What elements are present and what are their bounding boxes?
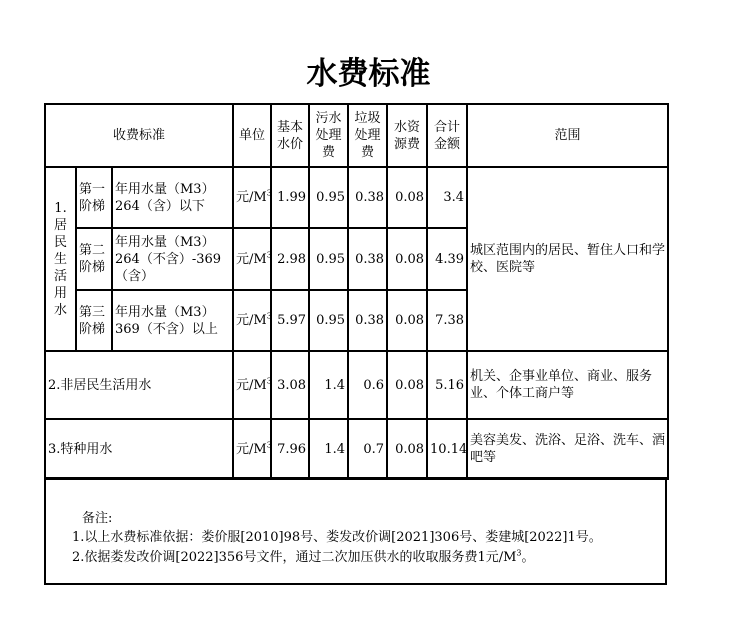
total-amount: 7.38 <box>427 290 467 351</box>
base-price: 7.96 <box>271 419 309 479</box>
table-row <box>45 167 668 228</box>
tier-desc: 年用水量（M3）264（含）以下 <box>112 167 233 228</box>
resident-scope: 城区范围内的居民、暂住人口和学校、医院等 <box>467 167 668 351</box>
garbage-fee: 0.38 <box>348 228 387 290</box>
notes-box <box>44 477 667 585</box>
garbage-fee: 0.38 <box>348 290 387 351</box>
unit-cell: 元$/M^3$ <box>233 419 271 479</box>
tier-name: 第一阶梯 <box>76 167 112 228</box>
header-row <box>45 104 668 167</box>
page-title: 水费标准 <box>306 56 431 92</box>
note-line-2: 2.依据娄发改价调[2022]356号文件，通过二次加压供水的收取服务费1元$/M^3$。 <box>72 548 535 565</box>
sewage-fee: 0.95 <box>309 228 348 290</box>
total-amount: 3.4 <box>427 167 467 228</box>
unit-cell: 元$/M^3$ <box>233 290 271 351</box>
non-resident-scope: 机关、企事业单位、商业、服务业、个体工商户等 <box>467 351 668 419</box>
tier-name: 第二阶梯 <box>76 228 112 290</box>
garbage-fee: 0.6 <box>348 351 387 419</box>
resource-fee: 0.08 <box>387 351 427 419</box>
header-base-price: 基本水价 <box>271 104 309 167</box>
garbage-fee: 0.7 <box>348 419 387 479</box>
non-resident-label: 2.非居民生活用水 <box>45 351 233 419</box>
table-row <box>45 419 668 479</box>
sewage-fee: 1.4 <box>309 419 348 479</box>
tier-name: 第三阶梯 <box>76 290 112 351</box>
header-sewage-fee: 污水处理费 <box>309 104 348 167</box>
sewage-fee: 0.95 <box>309 290 348 351</box>
total-amount: 5.16 <box>427 351 467 419</box>
header-garbage-fee: 垃圾处理费 <box>348 104 387 167</box>
header-scope: 范围 <box>467 104 668 167</box>
base-price: 3.08 <box>271 351 309 419</box>
resident-label: 1.居民生活用水 <box>45 167 76 351</box>
note-line-1: 1.以上水费标准依据：娄价服[2010]98号、娄发改价调[2021]306号、娄建城[2022]1号。 <box>72 530 602 545</box>
sewage-fee: 0.95 <box>309 167 348 228</box>
special-scope: 美容美发、洗浴、足浴、洗车、酒吧等 <box>467 419 668 479</box>
tier-desc: 年用水量（M3）264（不含）-369（含） <box>112 228 233 290</box>
sewage-fee: 1.4 <box>309 351 348 419</box>
base-price: 1.99 <box>271 167 309 228</box>
unit-cell: 元$/M^3$ <box>233 167 271 228</box>
header-standard: 收费标准 <box>45 104 233 167</box>
unit-cell: 元$/M^3$ <box>233 351 271 419</box>
water-fee-table <box>44 103 669 480</box>
resource-fee: 0.08 <box>387 167 427 228</box>
resource-fee: 0.08 <box>387 419 427 479</box>
table-row <box>45 351 668 419</box>
header-resource-fee: 水资源费 <box>387 104 427 167</box>
special-label: 3.特种用水 <box>45 419 233 479</box>
resource-fee: 0.08 <box>387 290 427 351</box>
total-amount: 10.14 <box>427 419 467 479</box>
resource-fee: 0.08 <box>387 228 427 290</box>
header-total: 合计金额 <box>427 104 467 167</box>
notes-title: 备注: <box>82 511 113 526</box>
garbage-fee: 0.38 <box>348 167 387 228</box>
base-price: 2.98 <box>271 228 309 290</box>
header-unit: 单位 <box>233 104 271 167</box>
unit-cell: 元$/M^3$ <box>233 228 271 290</box>
base-price: 5.97 <box>271 290 309 351</box>
total-amount: 4.39 <box>427 228 467 290</box>
tier-desc: 年用水量（M3）369（不含）以上 <box>112 290 233 351</box>
